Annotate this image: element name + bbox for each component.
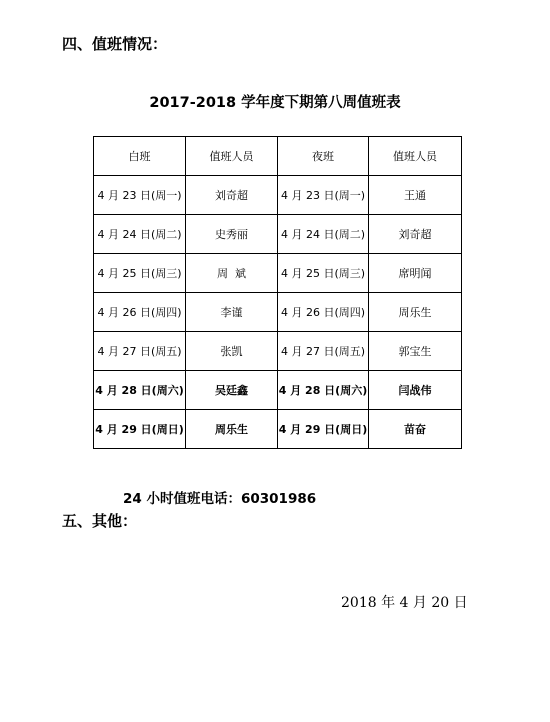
table-row [94,293,462,332]
day-shift-staff: 刘奇超 [186,176,278,215]
night-shift-date: 4 月 27 日(周五) [278,332,369,371]
day-shift-staff: 周 斌 [186,254,278,293]
night-shift-date: 4 月 28 日(周六) [278,371,369,410]
document-date: 2018 年 4 月 20 日 [341,595,468,611]
header-night-staff: 值班人员 [369,137,462,176]
night-shift-staff: 闫战伟 [369,371,462,410]
night-shift-staff: 郭宝生 [369,332,462,371]
day-shift-staff: 吴廷鑫 [186,371,278,410]
night-shift-date: 4 月 29 日(周日) [278,410,369,449]
duty-phone-line: 24 小时值班电话：60301986 [123,491,317,507]
night-shift-staff: 席明闻 [369,254,462,293]
day-shift-date: 4 月 24 日(周二) [94,215,186,254]
section-heading-five: 五、其他： [62,512,138,530]
section-heading-four: 四、值班情况： [62,35,168,53]
night-shift-staff: 周乐生 [369,293,462,332]
night-shift-staff: 刘奇超 [369,215,462,254]
table-header-row [94,137,462,176]
day-shift-staff: 张凯 [186,332,278,371]
night-shift-staff: 苗奋 [369,410,462,449]
night-shift-date: 4 月 24 日(周二) [278,215,369,254]
table-row [94,254,462,293]
table-row [94,215,462,254]
night-shift-date: 4 月 26 日(周四) [278,293,369,332]
table-row [94,332,462,371]
day-shift-date: 4 月 29 日(周日) [94,410,186,449]
table-row [94,410,462,449]
day-shift-date: 4 月 25 日(周三) [94,254,186,293]
table-title: 2017-2018 学年度下期第八周值班表 [149,95,401,111]
day-shift-date: 4 月 28 日(周六) [94,371,186,410]
table-row [94,371,462,410]
duty-schedule-table [93,136,462,449]
header-day-staff: 值班人员 [186,137,278,176]
night-shift-date: 4 月 25 日(周三) [278,254,369,293]
night-shift-date: 4 月 23 日(周一) [278,176,369,215]
day-shift-date: 4 月 27 日(周五) [94,332,186,371]
day-shift-staff: 史秀丽 [186,215,278,254]
header-night-shift: 夜班 [278,137,369,176]
day-shift-date: 4 月 26 日(周四) [94,293,186,332]
header-day-shift: 白班 [94,137,186,176]
day-shift-staff: 李谨 [186,293,278,332]
day-shift-date: 4 月 23 日(周一) [94,176,186,215]
night-shift-staff: 王通 [369,176,462,215]
day-shift-staff: 周乐生 [186,410,278,449]
table-row [94,176,462,215]
